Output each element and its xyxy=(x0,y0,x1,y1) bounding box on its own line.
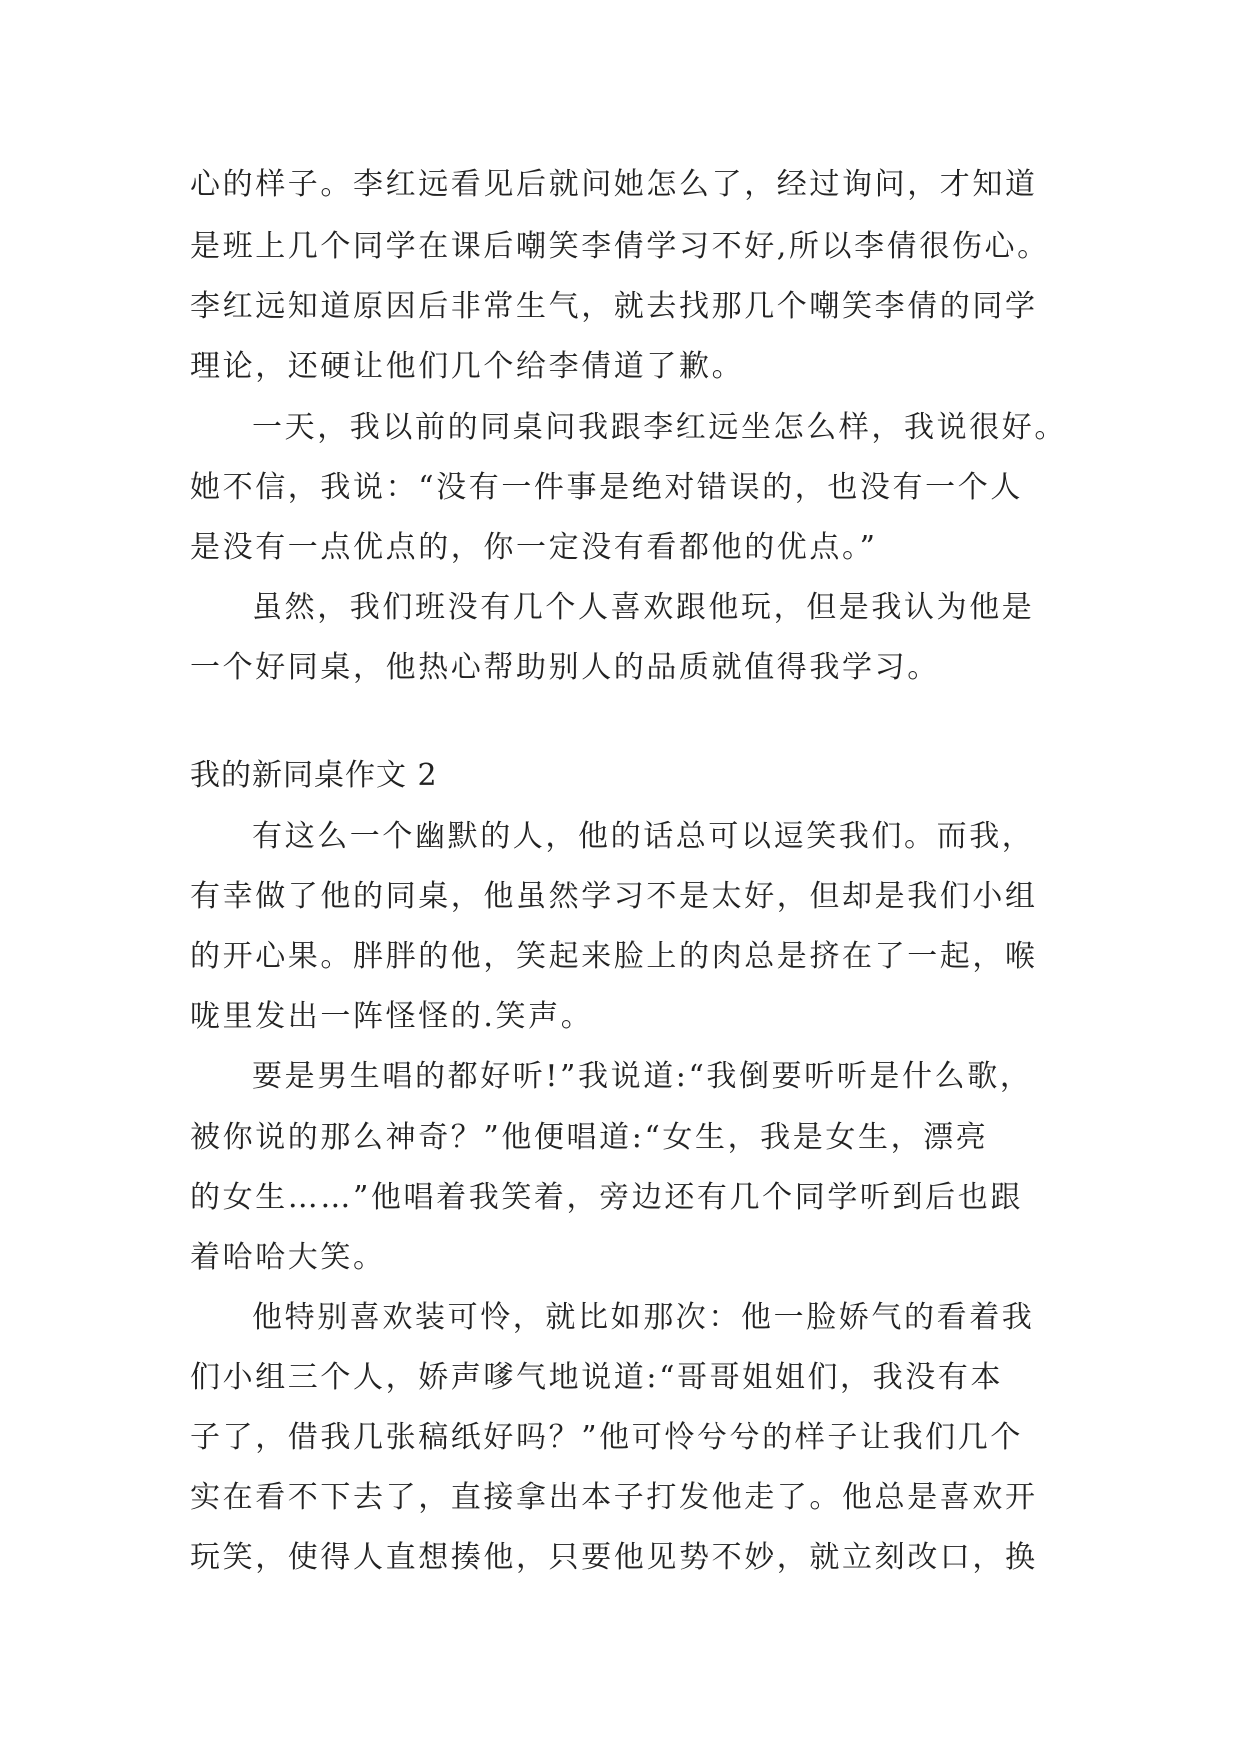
text-line: 理论，还硬让他们几个给李倩道了歉。 xyxy=(190,349,745,384)
text-line: 的开心果。胖胖的他，笑起来脸上的肉总是挤在了一起，喉 xyxy=(190,939,1038,974)
text-line: 被你说的那么神奇？”他便唱道:“女生，我是女生，漂亮 xyxy=(190,1120,989,1155)
text-line: 他特别喜欢装可怜，就比如那次：他一脸娇气的看着我 xyxy=(252,1300,1035,1335)
text-line: 着哈哈大笑。 xyxy=(190,1240,386,1275)
text-line: 一个好同桌，他热心帮助别人的品质就值得我学习。 xyxy=(190,650,940,685)
text-line: 一天，我以前的同桌问我跟李红远坐怎么样，我说很好。 xyxy=(252,410,1067,445)
section-heading: 我的新同桌作文 2 xyxy=(190,758,438,793)
text-line: 是没有一点优点的，你一定没有看都他的优点。” xyxy=(190,530,878,565)
text-line: 子了，借我几张稿纸好吗？”他可怜兮兮的样子让我们几个 xyxy=(190,1420,1023,1455)
text-line: 咙里发出一阵怪怪的.笑声。 xyxy=(190,999,594,1034)
text-line: 玩笑，使得人直想揍他，只要他见势不妙，就立刻改口，换 xyxy=(190,1540,1038,1575)
text-line: 的女生……”他唱着我笑着，旁边还有几个同学听到后也跟 xyxy=(190,1180,1023,1215)
text-line: 她不信，我说：“没有一件事是绝对错误的，也没有一个人 xyxy=(190,470,1023,505)
text-line: 李红远知道原因后非常生气，就去找那几个嘲笑李倩的同学 xyxy=(190,289,1038,324)
text-line: 有幸做了他的同桌，他虽然学习不是太好，但却是我们小组 xyxy=(190,879,1038,914)
text-line: 心的样子。李红远看见后就问她怎么了，经过询问，才知道 xyxy=(190,167,1038,202)
text-line: 要是男生唱的都好听!”我说道:“我倒要听听是什么歌， xyxy=(252,1059,1033,1094)
text-line: 们小组三个人，娇声嗲气地说道:“哥哥姐姐们，我没有本 xyxy=(190,1360,1004,1395)
text-line: 实在看不下去了，直接拿出本子打发他走了。他总是喜欢开 xyxy=(190,1480,1038,1515)
text-line: 有这么一个幽默的人，他的话总可以逗笑我们。而我， xyxy=(252,819,1035,854)
text-line: 是班上几个同学在课后嘲笑李倩学习不好,所以李倩很伤心。 xyxy=(190,229,1050,264)
text-line: 虽然，我们班没有几个人喜欢跟他玩，但是我认为他是 xyxy=(252,590,1035,625)
